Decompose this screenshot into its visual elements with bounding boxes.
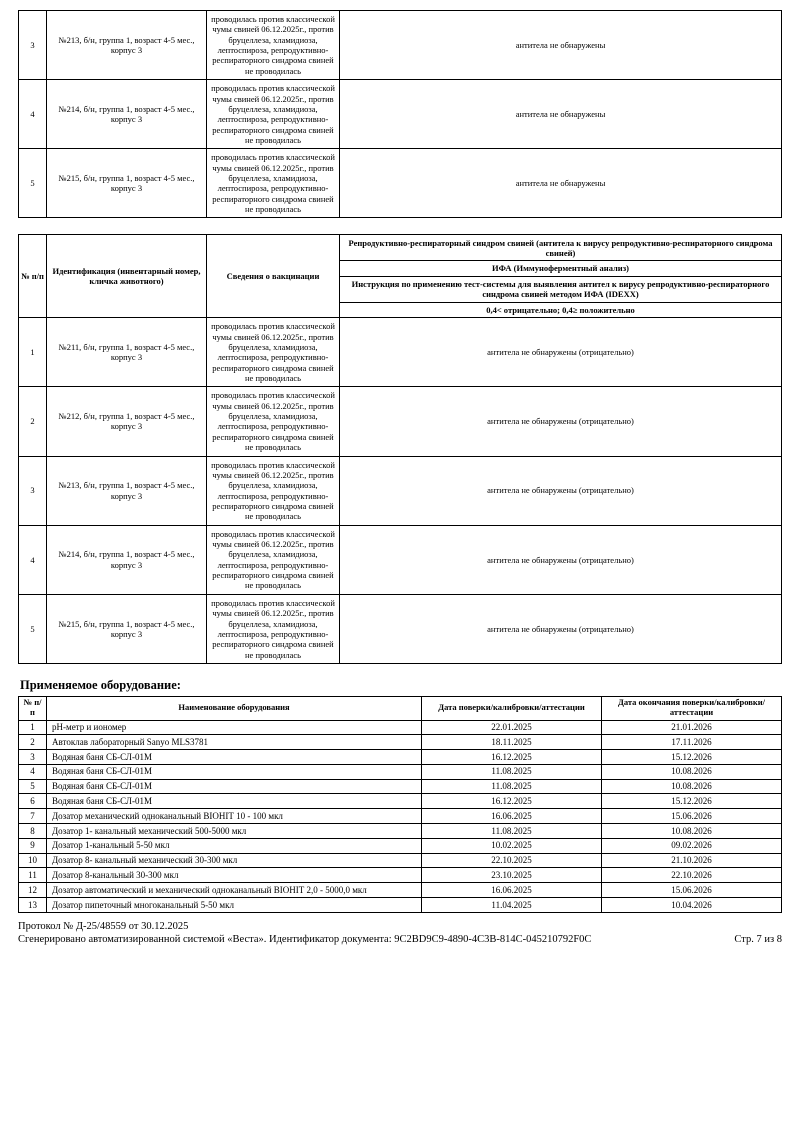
equipment-name: Водяная баня СБ-СЛ-01М <box>47 794 422 809</box>
vaccination-info: проводилась против классической чумы свиней 06.12.2025г., против бруцеллеза, хламидиоза, лептоспироза, репродуктивно-респираторного синдрома свиней не проводилась <box>207 149 340 218</box>
table-row <box>19 735 782 750</box>
calibration-date: 23.10.2025 <box>422 868 602 883</box>
result-value: антитела не обнаружены <box>340 149 782 218</box>
vaccination-info: проводилась против классической чумы свиней 06.12.2025г., против бруцеллеза, хламидиоза, лептоспироза, репродуктивно-респираторного синдрома свиней не проводилась <box>207 594 340 663</box>
row-number: 3 <box>19 456 47 525</box>
row-number: 1 <box>19 318 47 387</box>
equipment-name: Дозатор 1-канальный 5-50 мкл <box>47 838 422 853</box>
table-row <box>19 149 782 218</box>
equipment-name: Водяная баня СБ-СЛ-01М <box>47 764 422 779</box>
calibration-end-date: 15.12.2026 <box>602 794 782 809</box>
table-row <box>19 824 782 839</box>
page-number: Стр. 7 из 8 <box>734 933 782 945</box>
equipment-name: Дозатор 8- канальный механический 30-300 мкл <box>47 853 422 868</box>
header-equipment-name: Наименование оборудования <box>47 696 422 720</box>
table-row <box>19 11 782 80</box>
animal-identification: №215, б/н, группа 1, возраст 4-5 мес., корпус 3 <box>47 149 207 218</box>
table-row <box>19 853 782 868</box>
prrs-elisa-table <box>18 234 782 664</box>
calibration-end-date: 10.08.2026 <box>602 779 782 794</box>
header-method: ИФА (Иммуноферментный анализ) <box>340 261 782 276</box>
table-row <box>19 318 782 387</box>
calibration-end-date: 15.06.2026 <box>602 883 782 898</box>
calibration-date: 22.01.2025 <box>422 720 602 735</box>
equipment-name: Дозатор пипеточный многоканальный 5-50 мкл <box>47 898 422 913</box>
calibration-date: 16.12.2025 <box>422 750 602 765</box>
calibration-date: 16.06.2025 <box>422 809 602 824</box>
row-number: 6 <box>19 794 47 809</box>
row-number: 4 <box>19 80 47 149</box>
calibration-end-date: 21.01.2026 <box>602 720 782 735</box>
generated-by-text: Сгенерировано автоматизированной системой «Веста». Идентификатор документа: 9C2BD9C9-4890-4C3B-814C-045210792F0C <box>18 933 592 945</box>
prrs-elisa-table-body <box>19 235 782 664</box>
table-header-row <box>19 696 782 720</box>
animal-identification: №214, б/н, группа 1, возраст 4-5 мес., корпус 3 <box>47 80 207 149</box>
animal-identification: №211, б/н, группа 1, возраст 4-5 мес., корпус 3 <box>47 318 207 387</box>
table-row <box>19 720 782 735</box>
row-number: 4 <box>19 764 47 779</box>
table-row <box>19 779 782 794</box>
row-number: 2 <box>19 387 47 456</box>
calibration-date: 11.08.2025 <box>422 764 602 779</box>
calibration-end-date: 22.10.2026 <box>602 868 782 883</box>
animal-identification: №214, б/н, группа 1, возраст 4-5 мес., корпус 3 <box>47 525 207 594</box>
vaccination-info: проводилась против классической чумы свиней 06.12.2025г., против бруцеллеза, хламидиоза, лептоспироза, репродуктивно-респираторного синдрома свиней не проводилась <box>207 80 340 149</box>
table-row <box>19 868 782 883</box>
calibration-end-date: 15.12.2026 <box>602 750 782 765</box>
table-row <box>19 525 782 594</box>
table-row <box>19 838 782 853</box>
row-number: 9 <box>19 838 47 853</box>
result-value: антитела не обнаружены (отрицательно) <box>340 456 782 525</box>
calibration-end-date: 10.04.2026 <box>602 898 782 913</box>
calibration-end-date: 10.08.2026 <box>602 824 782 839</box>
equipment-name: Водяная баня СБ-СЛ-01М <box>47 750 422 765</box>
vaccination-info: проводилась против классической чумы свиней 06.12.2025г., против бруцеллеза, хламидиоза, лептоспироза, репродуктивно-респираторного синдрома свиней не проводилась <box>207 11 340 80</box>
result-value: антитела не обнаружены <box>340 11 782 80</box>
header-instruction: Инструкция по применению тест-системы для выявления антител к вирусу репродуктивно-респираторного синдрома свиней методом ИФА (IDEXX) <box>340 276 782 302</box>
table-header-row <box>19 235 782 261</box>
result-value: антитела не обнаружены <box>340 80 782 149</box>
equipment-table-head <box>19 696 782 720</box>
animal-identification: №212, б/н, группа 1, возраст 4-5 мес., корпус 3 <box>47 387 207 456</box>
vaccination-info: проводилась против классической чумы свиней 06.12.2025г., против бруцеллеза, хламидиоза, лептоспироза, репродуктивно-респираторного синдрома свиней не проводилась <box>207 387 340 456</box>
animal-identification: №213, б/н, группа 1, возраст 4-5 мес., корпус 3 <box>47 11 207 80</box>
header-test-name: Репродуктивно-респираторный синдром свиней (антитела к вирусу репродуктивно-респираторного синдрома свиней) <box>340 235 782 261</box>
header-row-number: № п/п <box>19 235 47 318</box>
row-number: 10 <box>19 853 47 868</box>
row-number: 13 <box>19 898 47 913</box>
footer-bottom-line <box>18 934 782 945</box>
header-identification: Идентификация (инвентарный номер, кличка животного) <box>47 235 207 318</box>
header-calibration-date: Дата поверки/калибровки/аттестации <box>422 696 602 720</box>
row-number: 5 <box>19 594 47 663</box>
row-number: 2 <box>19 735 47 750</box>
table-row <box>19 80 782 149</box>
animal-identification: №215, б/н, группа 1, возраст 4-5 мес., корпус 3 <box>47 594 207 663</box>
row-number: 1 <box>19 720 47 735</box>
equipment-name: Автоклав лабораторный Sanyo MLS3781 <box>47 735 422 750</box>
equipment-table-body <box>19 720 782 912</box>
header-row-number: № п/п <box>19 696 47 720</box>
row-number: 11 <box>19 868 47 883</box>
vaccination-info: проводилась против классической чумы свиней 06.12.2025г., против бруцеллеза, хламидиоза, лептоспироза, репродуктивно-респираторного синдрома свиней не проводилась <box>207 456 340 525</box>
calibration-date: 11.08.2025 <box>422 779 602 794</box>
row-number: 3 <box>19 750 47 765</box>
equipment-table <box>18 696 782 913</box>
calibration-end-date: 17.11.2026 <box>602 735 782 750</box>
row-number: 7 <box>19 809 47 824</box>
results-table-continuation <box>18 10 782 218</box>
results-table-continuation-body <box>19 11 782 218</box>
calibration-date: 18.11.2025 <box>422 735 602 750</box>
vaccination-info: проводилась против классической чумы свиней 06.12.2025г., против бруцеллеза, хламидиоза, лептоспироза, репродуктивно-респираторного синдрома свиней не проводилась <box>207 318 340 387</box>
equipment-name: Дозатор механический одноканальный ВIОНIТ 10 - 100 мкл <box>47 809 422 824</box>
table-row <box>19 594 782 663</box>
table-row <box>19 764 782 779</box>
calibration-date: 16.06.2025 <box>422 883 602 898</box>
table-row <box>19 883 782 898</box>
table-row <box>19 456 782 525</box>
vaccination-info: проводилась против классической чумы свиней 06.12.2025г., против бруцеллеза, хламидиоза, лептоспироза, репродуктивно-респираторного синдрома свиней не проводилась <box>207 525 340 594</box>
animal-identification: №213, б/н, группа 1, возраст 4-5 мес., корпус 3 <box>47 456 207 525</box>
result-value: антитела не обнаружены (отрицательно) <box>340 318 782 387</box>
calibration-date: 22.10.2025 <box>422 853 602 868</box>
row-number: 5 <box>19 149 47 218</box>
result-value: антитела не обнаружены (отрицательно) <box>340 387 782 456</box>
table-row <box>19 750 782 765</box>
equipment-name: рН-метр и иономер <box>47 720 422 735</box>
calibration-end-date: 15.06.2026 <box>602 809 782 824</box>
result-value: антитела не обнаружены (отрицательно) <box>340 525 782 594</box>
equipment-name: Водяная баня СБ-СЛ-01М <box>47 779 422 794</box>
protocol-number: Протокол № Д-25/48559 от 30.12.2025 <box>18 920 189 932</box>
table-row <box>19 898 782 913</box>
calibration-date: 11.04.2025 <box>422 898 602 913</box>
row-number: 8 <box>19 824 47 839</box>
equipment-section-title: Применяемое оборудование: <box>20 677 181 692</box>
equipment-name: Дозатор 8-канальный 30-300 мкл <box>47 868 422 883</box>
header-vaccination: Сведения о вакцинации <box>207 235 340 318</box>
result-value: антитела не обнаружены (отрицательно) <box>340 594 782 663</box>
calibration-end-date: 21.10.2026 <box>602 853 782 868</box>
calibration-date: 11.08.2025 <box>422 824 602 839</box>
calibration-date: 10.02.2025 <box>422 838 602 853</box>
row-number: 5 <box>19 779 47 794</box>
row-number: 3 <box>19 11 47 80</box>
row-number: 4 <box>19 525 47 594</box>
calibration-end-date: 10.08.2026 <box>602 764 782 779</box>
table-row <box>19 794 782 809</box>
table-row <box>19 387 782 456</box>
header-threshold: 0,4< отрицательно; 0,4≥ положительно <box>340 302 782 317</box>
equipment-name: Дозатор автоматический и механический одноканальный ВIОНIТ 2,0 - 5000,0 мкл <box>47 883 422 898</box>
header-calibration-end-date: Дата окончания поверки/калибровки/аттестации <box>602 696 782 720</box>
table-spacer <box>18 218 782 234</box>
equipment-name: Дозатор 1- канальный механический 500-5000 мкл <box>47 824 422 839</box>
row-number: 12 <box>19 883 47 898</box>
calibration-date: 16.12.2025 <box>422 794 602 809</box>
calibration-end-date: 09.02.2026 <box>602 838 782 853</box>
document-footer <box>18 921 782 945</box>
table-row <box>19 809 782 824</box>
